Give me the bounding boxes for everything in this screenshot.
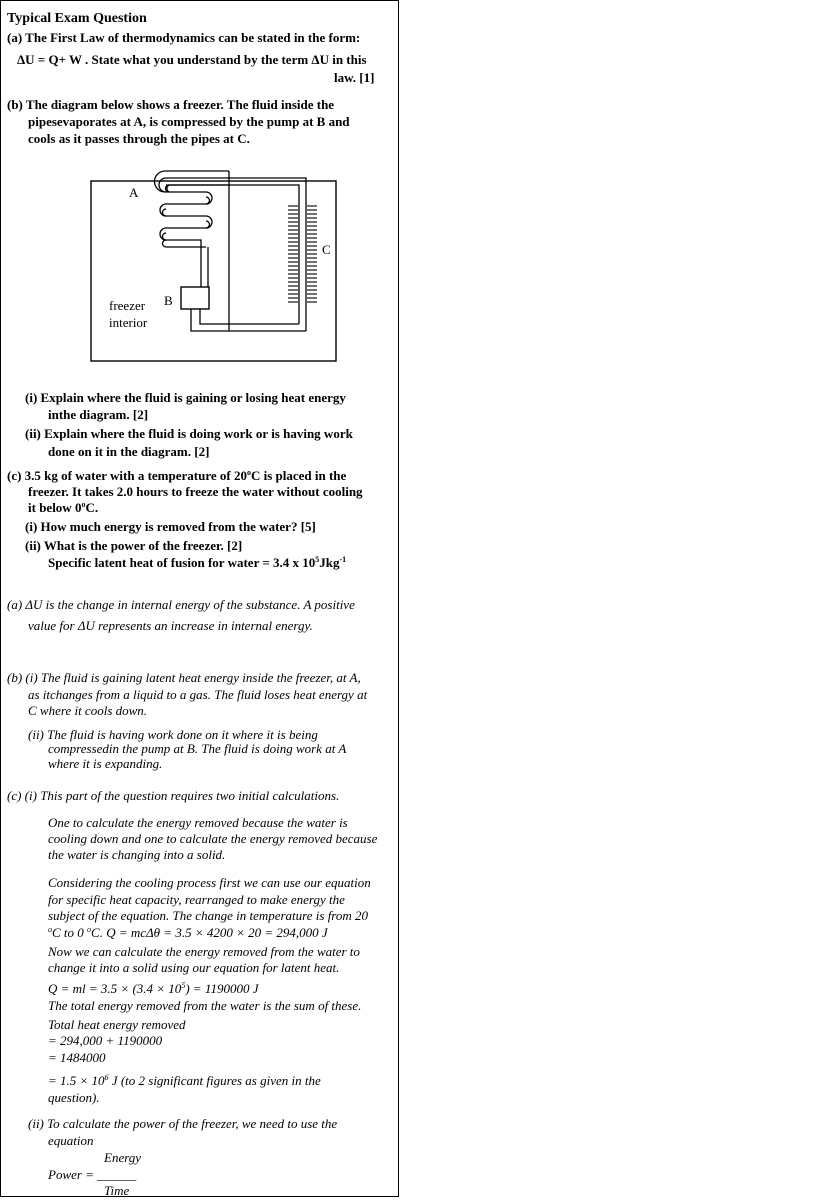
answer-c-line11: Q = ml = $3.5 \times (3.4 \times 10^5) = 1190000$ J — [48, 981, 259, 996]
answer-b-line5: compressedin the pump at B. The fluid is doing work at A — [48, 741, 347, 756]
label-freezer: freezer — [109, 298, 146, 313]
answer-a-line1: (a) ΔU is the change in internal energy of the substance. A positive — [7, 597, 355, 612]
question-a-line3: law. [1] — [334, 70, 375, 85]
answer-c-line10: change it into a solid using our equation for latent heat. — [48, 960, 340, 975]
answer-c-line7: subject of the equation. The change in temperature is from 20 — [48, 908, 369, 923]
answer-b-line1: (b) (i) The fluid is gaining latent heat energy inside the freezer, at A, — [7, 670, 361, 685]
answer-c-line8: $^o$C to 0 $^o$C. Q = mcΔθ = 3.5 × 4200 × 20 = 294,000 J — [48, 925, 328, 940]
label-interior: interior — [109, 315, 148, 330]
answer-c-line13: Total heat energy removed — [48, 1017, 186, 1032]
page — [0, 0, 399, 1197]
label-a: A — [129, 185, 139, 200]
question-b-line3: cools as it passes through the pipes at C. — [28, 131, 250, 146]
answer-c-line9: Now we can calculate the energy removed from the water to — [48, 944, 360, 959]
question-b-ii-line1: (ii) Explain where the fluid is doing work or is having work — [25, 426, 353, 441]
label-c: C — [322, 242, 331, 257]
answer-b-line2: as itchanges from a liquid to a gas. The fluid loses heat energy at — [28, 687, 368, 702]
answer-a-line2: value for ΔU represents an increase in internal energy. — [28, 618, 313, 633]
question-c-i: (i) How much energy is removed from the water? [5] — [25, 519, 316, 534]
question-b-line1: (b) The diagram below shows a freezer. The fluid inside the — [7, 97, 335, 112]
answer-c-line3: cooling down and one to calculate the energy removed because — [48, 831, 378, 846]
answer-d-denominator: Time — [104, 1183, 130, 1198]
title: Typical Exam Question — [7, 11, 147, 26]
answer-d-power: Power = ______ — [48, 1167, 137, 1182]
coil-pipes — [155, 171, 307, 331]
question-c-line2: freezer. It takes 2.0 hours to freeze the water without cooling — [28, 484, 363, 499]
question-c-line1: (c) 3.5 kg of water with a temperature of 20$^o$C is placed in the — [7, 468, 347, 483]
answer-c-line6: for specific heat capacity, rearranged to make energy the — [48, 892, 345, 907]
answer-d-line1: (ii) To calculate the power of the freezer, we need to use the — [28, 1116, 338, 1131]
question-b-line2: pipesevaporates at A, is compressed by the pump at B and — [28, 114, 350, 129]
answer-c-line12: The total energy removed from the water is the sum of these. — [48, 998, 362, 1013]
freezer-diagram — [1, 161, 400, 376]
answer-d-numerator: Energy — [104, 1150, 142, 1165]
label-b: B — [164, 293, 173, 308]
question-b-ii-line2: done on it in the diagram. [2] — [48, 444, 210, 459]
answer-b-line6: where it is expanding. — [48, 756, 163, 771]
answer-c-line16: = $1.5 \times 10^6$ J (to 2 significant figures as given in the — [48, 1073, 321, 1088]
answer-c-line4: the water is changing into a solid. — [48, 847, 226, 862]
cooling-fins — [288, 206, 317, 302]
answer-c-line14: = 294,000 + 1190000 — [48, 1033, 163, 1048]
question-c-ii: (ii) What is the power of the freezer. [2] — [25, 538, 243, 553]
answer-d-line2: equation — [48, 1133, 94, 1148]
answer-c-line2: One to calculate the energy removed because the water is — [48, 815, 348, 830]
question-a-line2: ΔU = Q+ W . State what you understand by the term ΔU in this — [17, 52, 367, 67]
answer-c-line1: (c) (i) This part of the question requires two initial calculations. — [7, 788, 340, 803]
pump-box — [181, 287, 209, 309]
answer-b-line3: C where it cools down. — [28, 703, 148, 718]
question-c-data: Specific latent heat of fusion for water = 3.4 x $10^5Jkg^{-1}$ — [48, 555, 347, 570]
question-b-i-line2: inthe diagram. [2] — [48, 407, 149, 422]
answer-c-line5: Considering the cooling process first we can use our equation — [48, 875, 371, 890]
answer-c-line15: = 1484000 — [48, 1050, 106, 1065]
question-a-line1: (a) The First Law of thermodynamics can be stated in the form: — [7, 30, 361, 45]
question-c-line3: it below 0$^o$C. — [28, 500, 99, 515]
question-b-i-line1: (i) Explain where the fluid is gaining or losing heat energy — [25, 390, 346, 405]
answer-b-line4: (ii) The fluid is having work done on it where it is being — [28, 727, 318, 742]
answer-c-line17: question). — [48, 1090, 100, 1105]
